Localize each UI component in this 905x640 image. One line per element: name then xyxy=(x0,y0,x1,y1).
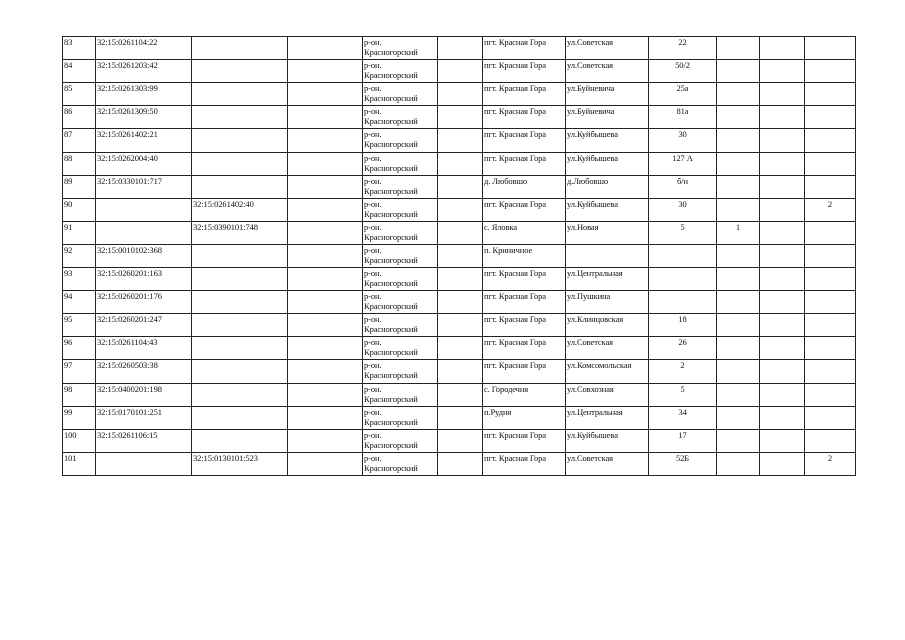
settlement: п. Криничное xyxy=(484,244,533,255)
column-rule xyxy=(565,36,566,476)
house-number: 50/2 xyxy=(675,60,690,71)
district-line1: р-он. xyxy=(364,60,382,71)
district-line2: Красногорский xyxy=(364,47,418,57)
street: ул.Советская xyxy=(567,452,613,463)
district-line1: р-он. xyxy=(364,37,382,47)
district-line1: р-он. xyxy=(364,291,382,302)
row-number: 90 xyxy=(64,198,73,209)
settlement: пгт. Красная Гора xyxy=(484,452,546,463)
settlement: пгт. Красная Гора xyxy=(484,268,546,278)
street: ул.Совхозная xyxy=(567,383,614,394)
street: ул.Пушкина xyxy=(567,291,611,302)
column-rule xyxy=(648,36,649,476)
cadastral-number: 32:15:0260503:38 xyxy=(97,360,158,371)
district-line1: р-он. xyxy=(364,83,382,94)
district-line2: Красногорский xyxy=(364,301,418,312)
settlement: пгт. Красная Гора xyxy=(484,37,546,47)
settlement: пгт. Красная Гора xyxy=(484,60,546,71)
district-line1: р-он. xyxy=(364,314,382,325)
cadastral-number: 32:15:0261402:21 xyxy=(97,129,158,140)
district-line1: р-он. xyxy=(364,268,382,278)
column-rule xyxy=(437,36,438,476)
street: ул.Клинцовская xyxy=(567,314,624,325)
street: ул.Центральная xyxy=(567,406,623,417)
house-number: б/н xyxy=(677,175,688,186)
column-rule xyxy=(482,36,483,476)
settlement: пгт. Красная Гора xyxy=(484,129,546,140)
count-col-3: 2 xyxy=(827,198,833,209)
count-col-3: 2 xyxy=(827,452,833,463)
row-number: 91 xyxy=(64,221,73,232)
district-line2: Красногорский xyxy=(364,70,418,81)
district-line1: р-он. xyxy=(364,152,382,163)
cadastral-number: 32:15:0262004:40 xyxy=(97,152,158,163)
row-number: 96 xyxy=(64,337,73,348)
column-rule xyxy=(855,36,856,476)
street: ул.Буйневича xyxy=(567,106,615,117)
cadastral-number: 32:15:0330101:717 xyxy=(97,175,162,186)
district-line2: Красногорский xyxy=(364,439,418,450)
row-number: 87 xyxy=(64,129,73,140)
district-line1: р-он. xyxy=(364,452,382,463)
row-number: 83 xyxy=(64,37,73,47)
house-number: 30 xyxy=(678,129,687,140)
row-number: 98 xyxy=(64,383,73,394)
district-line2: Красногорский xyxy=(364,93,418,104)
street: ул.Куйбышева xyxy=(567,152,618,163)
column-rule xyxy=(716,36,717,476)
district-line1: р-он. xyxy=(364,383,382,394)
count-col-1: 1 xyxy=(735,221,741,232)
settlement: пгт. Красная Гора xyxy=(484,83,546,94)
district-line1: р-он. xyxy=(364,429,382,440)
row-number: 95 xyxy=(64,314,73,325)
settlement: с. Яловка xyxy=(484,221,518,232)
row-number: 84 xyxy=(64,60,73,71)
district-line2: Красногорский xyxy=(364,162,418,173)
cadastral-number-2: 32:15:0390101:748 xyxy=(193,221,258,232)
district-line2: Красногорский xyxy=(364,370,418,381)
row-number: 99 xyxy=(64,406,73,417)
house-number: 81а xyxy=(676,106,689,117)
street: ул.Куйбышева xyxy=(567,129,618,140)
street: ул.Буйневича xyxy=(567,83,615,94)
district-line1: р-он. xyxy=(364,360,382,371)
column-rule xyxy=(95,36,96,476)
settlement: пгт. Красная Гора xyxy=(484,429,546,440)
district-line1: р-он. xyxy=(364,244,382,255)
cadastral-number: 32:15:0261303:99 xyxy=(97,83,158,94)
row-number: 89 xyxy=(64,175,73,186)
house-number: 22 xyxy=(678,37,687,47)
house-number: 2 xyxy=(680,360,685,371)
row-number: 92 xyxy=(64,244,73,255)
district-line2: Красногорский xyxy=(364,462,418,473)
column-rule xyxy=(759,36,760,476)
cadastral-number: 32:15:0261104:43 xyxy=(97,337,158,348)
house-number: 26 xyxy=(678,337,687,348)
street: ул.Советская xyxy=(567,60,613,71)
settlement: с. Городечня xyxy=(484,383,529,394)
cadastral-number: 32:15:0260201:247 xyxy=(97,314,162,325)
row-rule xyxy=(62,452,856,453)
cadastral-number: 32:15:0261106:15 xyxy=(97,429,158,440)
column-rule xyxy=(287,36,288,476)
settlement: пгт. Красная Гора xyxy=(484,106,546,117)
settlement: д. Любовшо xyxy=(484,175,528,186)
district-line2: Красногорский xyxy=(364,208,418,219)
house-number: 127 А xyxy=(672,152,693,163)
house-number: 18 xyxy=(678,314,687,325)
district-line2: Красногорский xyxy=(364,324,418,335)
district-line2: Красногорский xyxy=(364,278,418,288)
row-number: 94 xyxy=(64,291,73,302)
street: д.Любовшо xyxy=(567,175,609,186)
cadastral-number: 32:15:0260201:163 xyxy=(97,268,162,278)
settlement: пгт. Красная Гора xyxy=(484,314,546,325)
row-number: 93 xyxy=(64,268,73,278)
row-number: 100 xyxy=(64,429,77,440)
district-line2: Красногорский xyxy=(364,393,418,404)
cadastral-number: 32:15:0261309:50 xyxy=(97,106,158,117)
settlement: п.Рудня xyxy=(484,406,512,417)
row-rule xyxy=(62,198,856,199)
cadastral-number-2: 32:15:0130101:523 xyxy=(193,452,258,463)
district-line2: Красногорский xyxy=(364,231,418,242)
row-rule xyxy=(62,475,856,476)
district-line1: р-он. xyxy=(364,198,382,209)
settlement: пгт. Красная Гора xyxy=(484,198,546,209)
house-number: 5 xyxy=(680,221,685,232)
cadastral-number: 32:15:0010102:368 xyxy=(97,244,162,255)
street: ул.Советская xyxy=(567,337,613,348)
district-line1: р-он. xyxy=(364,406,382,417)
street: ул.Комсомольская xyxy=(567,360,632,371)
district-line2: Красногорский xyxy=(364,347,418,358)
street: ул.Куйбышева xyxy=(567,198,618,209)
district-line2: Красногорский xyxy=(364,254,418,265)
row-number: 86 xyxy=(64,106,73,117)
house-number: 30 xyxy=(678,198,687,209)
row-number: 88 xyxy=(64,152,73,163)
settlement: пгт. Красная Гора xyxy=(484,360,546,371)
district-line2: Красногорский xyxy=(364,116,418,127)
settlement: пгт. Красная Гора xyxy=(484,291,546,302)
cadastral-number: 32:15:0260201:176 xyxy=(97,291,162,302)
district-line1: р-он. xyxy=(364,337,382,348)
column-rule xyxy=(362,36,363,476)
district-line1: р-он. xyxy=(364,175,382,186)
house-number: 5 xyxy=(680,383,685,394)
column-rule xyxy=(62,36,63,476)
house-number: 52Б xyxy=(675,452,690,463)
district-line2: Красногорский xyxy=(364,185,418,196)
street: ул.Новая xyxy=(567,221,599,232)
district-line2: Красногорский xyxy=(364,416,418,427)
cadastral-number-2: 32:15:0261402:40 xyxy=(193,198,254,209)
district-line2: Красногорский xyxy=(364,139,418,150)
settlement: пгт. Красная Гора xyxy=(484,337,546,348)
street: ул.Советская xyxy=(567,37,613,47)
cadastral-number: 32:15:0261203:42 xyxy=(97,60,158,71)
cadastral-number: 32:15:0170101:251 xyxy=(97,406,162,417)
district-line1: р-он. xyxy=(364,221,382,232)
column-rule xyxy=(191,36,192,476)
house-number: 25а xyxy=(676,83,689,94)
street: ул.Центральная xyxy=(567,268,623,278)
column-rule xyxy=(804,36,805,476)
row-number: 101 xyxy=(64,452,77,463)
house-number: 17 xyxy=(678,429,687,440)
cadastral-number: 32:15:0400201:198 xyxy=(97,383,162,394)
settlement: пгт. Красная Гора xyxy=(484,152,546,163)
row-number: 97 xyxy=(64,360,73,371)
house-number: 34 xyxy=(678,406,687,417)
cadastral-number: 32:15:0261104:22 xyxy=(97,37,158,47)
district-line1: р-он. xyxy=(364,106,382,117)
district-line1: р-он. xyxy=(364,129,382,140)
street: ул.Куйбышева xyxy=(567,429,618,440)
row-number: 85 xyxy=(64,83,73,94)
